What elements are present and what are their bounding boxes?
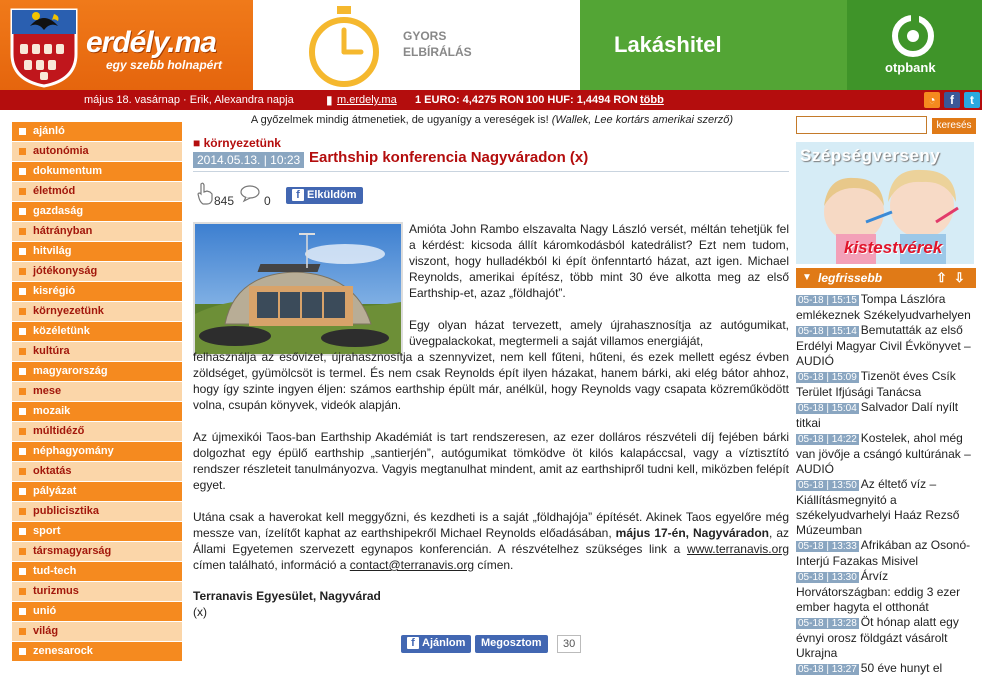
latest-news-title[interactable]: 50 éve hunyt el — [860, 661, 943, 675]
quote-author: (Wallek, Lee kortárs amerikai szerző) — [551, 114, 734, 126]
otp-text: otpbank — [885, 60, 936, 75]
stopwatch-icon — [307, 6, 381, 88]
hand-pointer-icon — [195, 182, 215, 206]
arrow-up-icon[interactable]: ⇧ — [936, 270, 947, 285]
facebook-share-button[interactable]: Megosztom — [475, 635, 548, 653]
logo-subtitle: egy szebb holnapért — [106, 58, 223, 72]
sidebar-item-7[interactable]: jótékonyság — [12, 262, 182, 282]
site-header — [0, 0, 982, 90]
latest-news-date: 05-18 | 15:09 — [798, 372, 857, 383]
latest-news-date: 05-18 | 15:15 — [798, 295, 857, 306]
logo-text: erdély.ma — [86, 26, 216, 59]
paragraph-4 — [193, 509, 789, 573]
search-input[interactable] — [796, 116, 927, 134]
latest-news-date: 05-18 | 13:33 — [798, 541, 857, 552]
info-bar — [0, 90, 982, 110]
quote-of-day — [193, 114, 791, 126]
section-label[interactable]: ■ környezetünk — [193, 136, 281, 150]
sidebar-item-3[interactable]: életmód — [12, 182, 182, 202]
ad-left-panel — [253, 0, 580, 90]
crest-icon — [6, 4, 82, 88]
sidebar-item-12[interactable]: magyarország — [12, 362, 182, 382]
ad-right-panel — [580, 0, 982, 90]
beauty-contest-ad[interactable] — [796, 142, 974, 264]
sidebar-item-24[interactable]: unió — [12, 602, 182, 622]
beauty-subtitle: kistestvérek — [844, 238, 943, 257]
advert-mark: (x) — [193, 605, 207, 619]
search-button[interactable]: keresés — [932, 118, 976, 134]
facebook-like-button[interactable] — [401, 635, 471, 653]
rss-icon[interactable]: ◔ — [924, 92, 940, 108]
share-count: 30 — [557, 635, 581, 653]
latest-news-item[interactable] — [796, 661, 978, 677]
sidebar-item-10[interactable]: közéletünk — [12, 322, 182, 342]
arrow-down-icon[interactable]: ⇩ — [954, 270, 965, 285]
mobile-link[interactable]: m.erdely.ma — [337, 94, 397, 106]
latest-news-date: 05-18 | 13:27 — [798, 664, 857, 675]
latest-news-item[interactable] — [796, 477, 978, 538]
title-divider — [193, 171, 789, 172]
latest-news-title[interactable]: Az éltető víz – Kiállításmegnyitó a székelyudvarhelyi Haáz Rezső Múzeumban — [796, 477, 960, 537]
sidebar-item-23[interactable]: turizmus — [12, 582, 182, 602]
sidebar-item-19[interactable]: publicisztika — [12, 502, 182, 522]
latest-news-title[interactable]: Salvador Dalí nyílt titkai — [796, 400, 959, 430]
p4-mid: , az Állami Egyetemen szervezett egynapos konferencián. A részvételhez szükséges link a — [193, 526, 789, 556]
sidebar-item-18[interactable]: pályázat — [12, 482, 182, 502]
view-count: 845 — [214, 194, 235, 208]
latest-news-title[interactable]: Afrikában az Osonó- Interjú Fazakas Misivel — [796, 538, 971, 568]
earthship-image — [195, 224, 401, 354]
latest-header — [796, 268, 976, 288]
latest-news-item[interactable] — [796, 323, 978, 369]
sidebar-item-11[interactable]: kultúra — [12, 342, 182, 362]
article-date: 2014.05.13. | 10:23 — [193, 152, 304, 168]
latest-news-date: 05-18 | 13:50 — [798, 480, 857, 491]
signature: Terranavis Egyesület, Nagyvárad — [193, 589, 381, 603]
chevron-down-icon: ▼ — [802, 272, 812, 283]
paragraph-2b: felhasználja az esővizet, újrahasznosítja a szennyvizet, nem kell fűteni, hűteni, és ezek mellett egész évben zöldséget, gyümölcsöt is termel. És nem csak Reynolds épít ilyen házakat, hanem bárki, aki elég bátor ahhoz, hogy így szinte ingyen éljen: számos earthship épült már, anélkül, hogy Reynolds vagy csapata közreműködött volna, csupán könyvek, videók alapján. — [193, 350, 789, 412]
latest-news-title[interactable]: Tizenöt éves Csík Terület Ifjúsági Tanácsa — [796, 369, 956, 399]
huf-rate: 100 HUF: 1,4494 RON — [526, 94, 638, 106]
mobile-phone-icon: ▮ — [326, 93, 333, 107]
article-photo[interactable] — [193, 222, 403, 356]
latest-news-date: 05-18 | 13:30 — [798, 572, 857, 583]
otp-logo-icon — [891, 14, 935, 58]
latest-news-item[interactable] — [796, 292, 978, 323]
site-logo[interactable] — [0, 0, 253, 90]
latest-news-item[interactable] — [796, 538, 978, 569]
latest-news-date: 05-18 | 14:22 — [798, 434, 857, 445]
sidebar-item-14[interactable]: mozaik — [12, 402, 182, 422]
euro-rate: 1 EURO: 4,4275 RON — [415, 94, 524, 106]
paragraph-2a: Egy olyan házat tervezett, amely újrahasznosítja az autógumikat, üvegpalackokat, megtermeli a saját villamos energiáját, — [409, 318, 789, 348]
latest-news-title[interactable]: Árvíz Horvátországban: eddig 3 ezer ember hagyta el otthonát — [796, 569, 961, 614]
latest-news-item[interactable] — [796, 569, 978, 615]
like-label: Ajánlom — [422, 637, 466, 649]
ad-left-text — [403, 28, 472, 60]
beauty-title: Szépségverseny — [800, 146, 941, 165]
send-label: Elküldöm — [307, 189, 357, 201]
sidebar-item-21[interactable]: társmagyarság — [12, 542, 182, 562]
latest-news-item[interactable] — [796, 431, 978, 477]
facebook-icon[interactable]: f — [944, 92, 960, 108]
p4-end: címen. — [477, 558, 514, 572]
latest-news-title[interactable]: Öt hónap alatt egy évnyi orosz földgázt vásárolt Ukrajna — [796, 615, 959, 660]
quote-text: A győzelmek mindig átmenetiek, de ugyanígy a vereségek is! — [250, 114, 549, 126]
ad-left-line-2: ELBÍRÁLÁS — [403, 45, 472, 59]
latest-news-list — [796, 292, 978, 677]
ad-right-text: Lakáshitel — [614, 32, 722, 57]
facebook-icon: f — [292, 189, 304, 201]
sidebar-item-0[interactable]: ajánló — [12, 122, 182, 142]
sidebar-item-16[interactable]: néphagyomány — [12, 442, 182, 462]
sidebar-item-15[interactable]: múltidéző — [12, 422, 182, 442]
facebook-send-button[interactable] — [286, 187, 363, 204]
sidebar-item-5[interactable]: hátrányban — [12, 222, 182, 242]
comment-icon — [239, 184, 261, 202]
article-title: Earthship konferencia Nagyváradon (x) — [309, 149, 589, 166]
more-rates-link[interactable]: több — [640, 94, 664, 106]
ad-left-line-1: GYORS — [403, 29, 447, 43]
otp-box — [847, 0, 982, 90]
ad-banner[interactable] — [253, 0, 982, 90]
latest-news-date: 05-18 | 13:28 — [798, 618, 857, 629]
paragraph-3: Az újmexikói Taos-ban Earthship Akadémiát is tart rendszeresen, az ezer dolláros részvételi díj fejében bárki dolgozhat egy épülő earthship „santierjén”, autógumikat tömködve öt kilós kalapáccsal, vagy a víztisztító rendszer részleteit tanulmányozva. Vagyis megtanulhat mindent, amit az earthshipről tudni kell, miközben felépít egyet. — [193, 430, 789, 492]
latest-label: legfrissebb — [818, 271, 883, 285]
date-names: május 18. vasárnap · Erik, Alexandra napja — [84, 94, 294, 106]
facebook-icon: f — [407, 637, 419, 649]
sidebar-item-26[interactable]: zenesarock — [12, 642, 182, 662]
latest-news-item[interactable] — [796, 615, 978, 661]
sidebar-item-17[interactable]: oktatás — [12, 462, 182, 482]
sidebar-item-9[interactable]: környezetünk — [12, 302, 182, 322]
latest-news-item[interactable] — [796, 369, 978, 400]
latest-news-date: 05-18 | 15:04 — [798, 403, 857, 414]
latest-news-title[interactable]: Bemutatták az első Erdélyi Magyar Civil Évkönyvet – AUDIÓ — [796, 323, 971, 368]
paragraph-1: Amióta John Rambo elszavalta Nagy László versét, méltán tehetjük fel a kérdést: kicsoda állít káromkodásból katedrálist? Ezt nem tudom, viszont, hogy hulladékból ki épít önfenntartó házat, azt igen. Michael Reynolds, amerikai építész, több mint 30 éve alkotta meg az első Earthship-et, azaz „földhajót”. — [409, 222, 789, 300]
sidebar-item-22[interactable]: tud-tech — [12, 562, 182, 582]
contact-email-link[interactable]: contact@terranavis.org — [349, 558, 475, 572]
sidebar-item-2[interactable]: dokumentum — [12, 162, 182, 182]
sidebar-item-4[interactable]: gazdaság — [12, 202, 182, 222]
sidebar-item-25[interactable]: világ — [12, 622, 182, 642]
sidebar-item-8[interactable]: kisrégió — [12, 282, 182, 302]
p4-pre: Utána csak a haverokat kell meggyőzni, és kezdheti is a saját „földhajója” építését. Akinek Taos egyelőre még messze van, ízelítőt kaphat az earthshipekről Michael Reynolds előadásában, — [193, 510, 789, 540]
sidebar-item-6[interactable]: hitvilág — [12, 242, 182, 262]
terranavis-link[interactable]: www.terranavis.org — [686, 542, 789, 556]
sidebar-item-20[interactable]: sport — [12, 522, 182, 542]
sidebar-item-13[interactable]: mese — [12, 382, 182, 402]
category-nav — [12, 122, 182, 662]
sidebar-item-1[interactable]: autonómia — [12, 142, 182, 162]
comment-count: 0 — [264, 194, 271, 208]
latest-news-title[interactable]: Kostelek, ahol még van jövője a csángó kultúrának – AUDIÓ — [796, 431, 971, 476]
latest-news-date: 05-18 | 15:14 — [798, 326, 857, 337]
latest-news-item[interactable] — [796, 400, 978, 431]
latest-news-title[interactable]: Tompa Lászlóra emlékeznek Székelyudvarhelyen — [796, 292, 971, 322]
p4-bold: május 17-én, Nagyváradon — [615, 526, 770, 540]
twitter-icon[interactable]: t — [964, 92, 980, 108]
p4-mid2: címen található, információ a — [193, 558, 347, 572]
